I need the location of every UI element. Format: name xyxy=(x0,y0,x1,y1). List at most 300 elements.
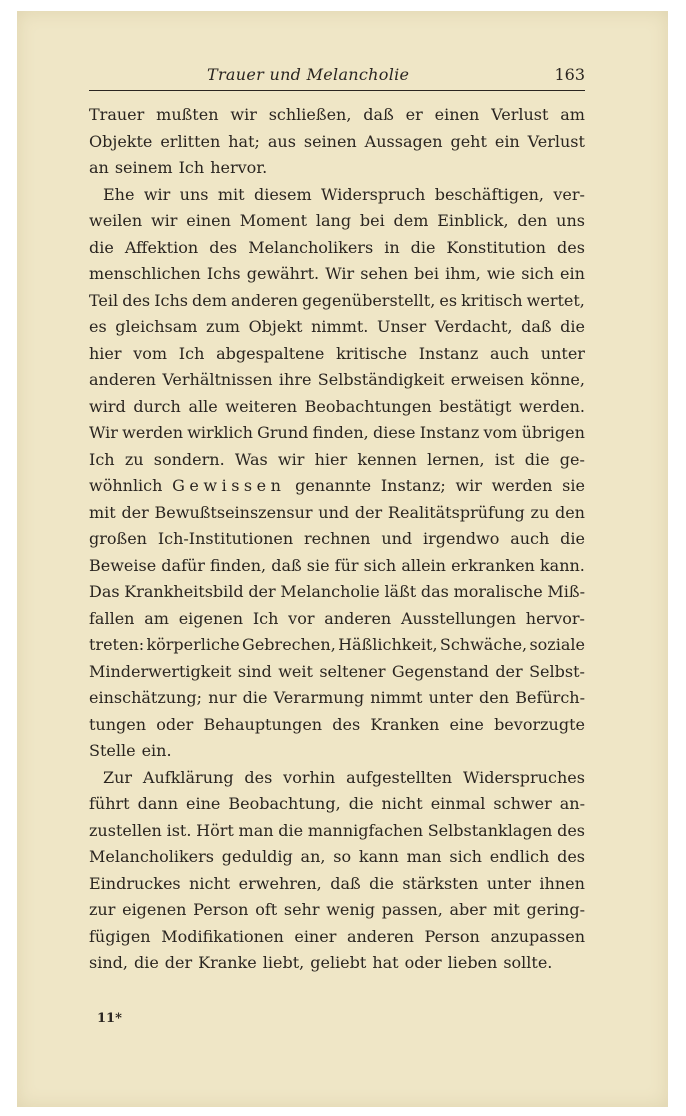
body-text xyxy=(89,102,585,977)
word: Gegenstand xyxy=(391,661,489,681)
word: endlich xyxy=(489,847,550,866)
word: Selbstanklagen xyxy=(427,820,553,840)
word: diesem xyxy=(253,184,312,204)
word: die xyxy=(369,873,394,893)
word: Melancholikers xyxy=(248,237,374,257)
word: geliebt xyxy=(310,953,367,972)
word: Miß- xyxy=(547,582,585,601)
word: liebt, xyxy=(262,953,305,972)
word: nur xyxy=(208,688,237,707)
word: nimmt xyxy=(370,688,423,707)
word: hervor. xyxy=(210,158,268,177)
word: eine xyxy=(449,714,484,734)
word: Selbst- xyxy=(529,661,585,681)
word: sie xyxy=(562,476,585,495)
word: Minderwertigkeit xyxy=(89,661,232,681)
word: Das xyxy=(89,582,120,601)
word: Einblick, xyxy=(437,211,509,230)
word: Ich xyxy=(178,158,205,177)
running-header xyxy=(89,60,585,91)
word: hier xyxy=(314,449,348,469)
text-line xyxy=(89,844,585,871)
word: Wir xyxy=(89,423,118,442)
word: Widerspruch xyxy=(321,184,426,204)
word: den xyxy=(479,688,510,707)
word: Person xyxy=(424,926,480,946)
text-line xyxy=(89,924,585,951)
word: wöhnlich xyxy=(89,476,163,495)
word: die xyxy=(560,317,585,336)
word: des xyxy=(557,237,585,257)
word: der xyxy=(495,661,523,681)
word: passen, xyxy=(381,900,443,919)
word: sich xyxy=(363,555,397,575)
word: läßt xyxy=(384,582,417,601)
word: den xyxy=(554,502,585,522)
word: die xyxy=(410,237,436,257)
word: Objekt xyxy=(248,317,303,336)
word: die xyxy=(348,794,374,813)
word: sind xyxy=(237,661,272,681)
word: die xyxy=(560,529,585,548)
word: bei xyxy=(359,211,385,230)
word: auch xyxy=(489,343,530,363)
word: auch xyxy=(510,529,550,548)
word: Häßlichkeit, xyxy=(338,635,438,654)
text-line xyxy=(89,871,585,898)
word: gleichsam xyxy=(115,317,198,336)
word: könne, xyxy=(530,370,585,389)
word: werden. xyxy=(519,396,585,416)
word: Wir xyxy=(325,264,355,283)
word: Beobachtungen xyxy=(304,396,432,416)
word: Aufklärung xyxy=(142,767,234,787)
word: großen xyxy=(89,529,147,548)
word: Melancholie xyxy=(280,582,380,601)
word: stärksten xyxy=(402,873,479,893)
word: Ichs xyxy=(206,264,241,283)
word: erwehren, xyxy=(238,873,322,893)
text-line xyxy=(89,235,585,262)
word: der xyxy=(121,502,149,522)
word: ein. xyxy=(141,741,172,760)
word: fallen xyxy=(89,608,135,628)
word: des xyxy=(557,847,585,866)
text-line xyxy=(89,288,585,315)
word: des xyxy=(557,820,585,840)
word: geht xyxy=(450,131,487,151)
word: anderen xyxy=(324,608,392,628)
word: irgendwo xyxy=(423,529,500,548)
word: daß xyxy=(521,317,552,336)
word: werden xyxy=(491,476,553,495)
word: lieben xyxy=(447,953,498,972)
text-line xyxy=(89,526,585,553)
word: am xyxy=(144,608,169,628)
word: hier xyxy=(89,343,122,363)
word: eigenen xyxy=(122,900,187,919)
word: ein xyxy=(560,264,585,283)
page-number: 163 xyxy=(554,65,585,84)
word: ihnen xyxy=(539,873,585,893)
word: nimmt. xyxy=(311,317,369,336)
word: hat; xyxy=(228,131,260,151)
word: sie xyxy=(306,555,330,575)
word: an- xyxy=(559,794,585,813)
word: übrigen xyxy=(521,423,585,442)
word: menschlichen xyxy=(89,264,201,283)
word: Teil xyxy=(89,290,119,310)
word: sind, xyxy=(89,953,128,972)
word: an xyxy=(89,158,109,177)
text-line xyxy=(89,765,585,792)
word: uns xyxy=(179,184,209,204)
word: Aussagen xyxy=(364,131,443,151)
word: sich xyxy=(449,847,482,866)
word: beschäftigen, xyxy=(434,184,545,204)
signature-mark: 11* xyxy=(97,1011,122,1026)
running-title: Trauer und Melancholie xyxy=(207,65,410,84)
word: Ausstellungen xyxy=(400,608,517,628)
word: es xyxy=(439,290,458,310)
word: dafür xyxy=(161,555,205,575)
word: seltener xyxy=(319,661,386,681)
word: dem xyxy=(393,211,429,230)
word: mannigfachen xyxy=(307,820,423,840)
word: abgespaltene xyxy=(216,343,325,363)
word: des xyxy=(122,290,151,310)
word: der xyxy=(248,582,276,601)
word: Was xyxy=(234,449,268,469)
text-line xyxy=(89,261,585,288)
word: weit xyxy=(278,661,313,681)
word: Beobachtung, xyxy=(228,794,341,813)
word: die xyxy=(524,449,550,469)
word: in xyxy=(384,237,400,257)
word: durch xyxy=(133,396,181,416)
word: vom xyxy=(483,423,518,442)
word: führt xyxy=(89,794,130,813)
text-line xyxy=(89,579,585,606)
word: aber xyxy=(449,900,487,919)
word: Gebrechen, xyxy=(242,635,336,654)
word: daß xyxy=(363,105,394,124)
word: Instanz xyxy=(418,343,479,363)
word: Objekte xyxy=(89,131,153,151)
word: sehr xyxy=(283,900,320,919)
word: Hört xyxy=(196,820,234,840)
word: daß xyxy=(271,555,302,575)
word: erlitten xyxy=(160,131,221,151)
word: das xyxy=(420,582,449,601)
text-line xyxy=(89,606,585,633)
word: sollte. xyxy=(503,953,553,972)
word: mit xyxy=(493,900,520,919)
word: so xyxy=(333,847,352,866)
word: erweisen xyxy=(450,370,525,389)
word: Stelle xyxy=(89,741,136,760)
word: weiteren xyxy=(225,396,297,416)
word: aufgestellten xyxy=(346,767,453,787)
word: soziale xyxy=(529,635,585,654)
word: aus xyxy=(267,131,296,151)
word: kritische xyxy=(336,343,408,363)
word: dann xyxy=(137,794,179,813)
word: Ich xyxy=(89,449,115,469)
word: Instanz; xyxy=(380,476,446,495)
word: Behauptungen xyxy=(203,714,323,734)
word: Ich-Institutionen xyxy=(157,529,294,548)
text-line xyxy=(89,367,585,394)
word: alle xyxy=(188,396,218,416)
word: Beweise xyxy=(89,555,157,575)
word: kennen xyxy=(357,449,417,469)
word: kann. xyxy=(539,555,585,575)
word: der xyxy=(164,953,193,972)
word: Gewissen xyxy=(172,476,286,495)
word: eigenen xyxy=(178,608,244,628)
word: Instanz xyxy=(419,423,480,442)
word: lernen, xyxy=(427,449,485,469)
word: wir xyxy=(230,105,257,124)
word: sondern. xyxy=(153,449,225,469)
word: am xyxy=(560,105,585,124)
text-line xyxy=(89,182,585,209)
word: Trauer xyxy=(89,105,145,124)
word: anzupassen xyxy=(490,926,585,946)
word: Eindruckes xyxy=(89,873,181,893)
word: wir xyxy=(150,211,178,230)
word: wir xyxy=(277,449,305,469)
word: ihm, xyxy=(445,264,481,283)
word: sehen xyxy=(360,264,409,283)
word: bestätigt xyxy=(439,396,512,416)
text-line xyxy=(89,500,585,527)
text-line xyxy=(89,685,585,712)
word: mit xyxy=(89,502,116,522)
word: für xyxy=(334,555,359,575)
word: wir xyxy=(143,184,171,204)
word: Verarmung xyxy=(273,688,365,707)
word: wirklich xyxy=(187,423,253,442)
word: man xyxy=(238,820,274,840)
word: Melancholikers xyxy=(89,847,214,866)
word: vor xyxy=(288,608,315,628)
word: kritisch xyxy=(461,290,523,310)
word: wir xyxy=(455,476,482,495)
word: die xyxy=(278,820,304,840)
word: tungen xyxy=(89,714,147,734)
text-line xyxy=(89,659,585,686)
word: unter xyxy=(486,873,531,893)
word: Affektion xyxy=(124,237,199,257)
word: seinen xyxy=(303,131,357,151)
word: einer xyxy=(294,926,337,946)
word: er xyxy=(405,105,423,124)
word: Schwäche, xyxy=(439,635,528,654)
word: oft xyxy=(255,900,278,919)
word: wird xyxy=(89,396,126,416)
book-page xyxy=(17,11,668,1107)
word: des xyxy=(244,767,273,787)
word: die xyxy=(242,688,268,707)
word: Unser xyxy=(376,317,427,336)
word: gewährt. xyxy=(246,264,320,283)
word: des xyxy=(332,714,361,734)
text-line xyxy=(89,129,585,156)
word: erkranken xyxy=(451,555,535,575)
word: Verhältnissen xyxy=(162,370,273,389)
word: an, xyxy=(300,847,326,866)
word: schwer xyxy=(493,794,552,813)
text-line xyxy=(89,553,585,580)
word: einen xyxy=(186,211,231,230)
word: nicht xyxy=(189,873,231,893)
word: bevorzugte xyxy=(494,714,585,734)
word: Person xyxy=(193,900,249,919)
word: und xyxy=(381,529,413,548)
word: Ehe xyxy=(103,184,135,204)
text-line xyxy=(89,447,585,474)
word: Zur xyxy=(103,767,133,787)
word: Widerspruches xyxy=(462,767,585,787)
word: seinem xyxy=(114,158,173,177)
word: allein xyxy=(401,555,446,575)
word: sich xyxy=(521,264,554,283)
text-line xyxy=(89,950,585,977)
word: treten: xyxy=(89,635,145,654)
word: ihre xyxy=(278,370,312,389)
word: finden, xyxy=(210,555,267,575)
word: schließen, xyxy=(268,105,352,124)
word: des xyxy=(209,237,238,257)
text-line xyxy=(89,632,585,659)
word: finden, xyxy=(312,423,369,442)
word: eine xyxy=(186,794,221,813)
word: zu xyxy=(124,449,144,469)
text-line xyxy=(89,341,585,368)
word: diese xyxy=(372,423,416,442)
word: daß xyxy=(330,873,361,893)
word: körperliche xyxy=(146,635,240,654)
word: fügigen xyxy=(89,926,151,946)
word: Verlust xyxy=(527,131,585,151)
word: uns xyxy=(556,211,585,230)
word: einschätzung; xyxy=(89,688,203,707)
word: anderen xyxy=(89,370,156,389)
word: und xyxy=(318,502,350,522)
text-line xyxy=(89,420,585,447)
word: Befürch- xyxy=(515,688,585,707)
word: Bewußtseinszensur xyxy=(154,502,313,522)
word: wertet, xyxy=(526,290,585,310)
word: gering- xyxy=(526,900,585,919)
word: einen xyxy=(434,105,480,124)
word: Realitätsprüfung xyxy=(387,502,525,522)
text-line xyxy=(89,712,585,739)
word: genannte xyxy=(295,476,372,495)
text-line xyxy=(89,791,585,818)
word: Krankheitsbild xyxy=(124,582,244,601)
word: es xyxy=(89,317,107,336)
text-line xyxy=(89,897,585,924)
word: die xyxy=(89,237,114,257)
word: oder xyxy=(156,714,194,734)
word: Konstitution xyxy=(446,237,546,257)
word: weilen xyxy=(89,211,143,230)
word: anderen xyxy=(346,926,414,946)
word: die xyxy=(133,953,159,972)
word: den xyxy=(517,211,548,230)
word: ist. xyxy=(166,820,192,840)
word: nicht xyxy=(381,794,423,813)
word: moralische xyxy=(453,582,543,601)
word: Kranken xyxy=(370,714,440,734)
text-line xyxy=(89,102,585,129)
word: zustellen xyxy=(89,820,162,840)
word: Moment xyxy=(239,211,308,230)
word: ver- xyxy=(553,184,585,204)
word: mußten xyxy=(156,105,219,124)
word: Ich xyxy=(178,343,205,363)
text-line xyxy=(89,473,585,500)
word: vorhin xyxy=(283,767,336,787)
word: gegenüberstellt, xyxy=(302,290,436,310)
word: vom xyxy=(133,343,168,363)
text-line xyxy=(89,155,585,182)
word: zu xyxy=(530,502,550,522)
word: ein xyxy=(494,131,520,151)
word: dem xyxy=(192,290,227,310)
word: bei xyxy=(414,264,439,283)
word: unter xyxy=(428,688,473,707)
word: einmal xyxy=(430,794,486,813)
word: Verlust xyxy=(491,105,549,124)
word: Grund xyxy=(257,423,309,442)
word: Ichs xyxy=(154,290,188,310)
text-line xyxy=(89,208,585,235)
word: Selbständigkeit xyxy=(317,370,445,389)
word: rechnen xyxy=(304,529,371,548)
word: lang xyxy=(315,211,352,230)
word: Modifikationen xyxy=(161,926,284,946)
text-line xyxy=(89,738,585,765)
word: zum xyxy=(206,317,240,336)
word: man xyxy=(406,847,442,866)
word: kann xyxy=(358,847,399,866)
word: der xyxy=(354,502,383,522)
word: unter xyxy=(540,343,585,363)
word: Ich xyxy=(252,608,279,628)
word: ist xyxy=(494,449,515,469)
word: wie xyxy=(486,264,516,283)
word: werden xyxy=(122,423,183,442)
word: hat xyxy=(372,953,399,972)
text-line xyxy=(89,394,585,421)
word: wenig xyxy=(326,900,376,919)
word: anderen xyxy=(231,290,298,310)
word: zur xyxy=(89,900,116,919)
text-line xyxy=(89,314,585,341)
word: ge- xyxy=(559,449,585,469)
word: Verdacht, xyxy=(434,317,513,336)
word: mit xyxy=(217,184,245,204)
word: Kranke xyxy=(198,953,257,972)
word: oder xyxy=(404,953,442,972)
word: hervor- xyxy=(525,608,585,628)
word: geduldig xyxy=(221,847,293,866)
text-line xyxy=(89,818,585,845)
